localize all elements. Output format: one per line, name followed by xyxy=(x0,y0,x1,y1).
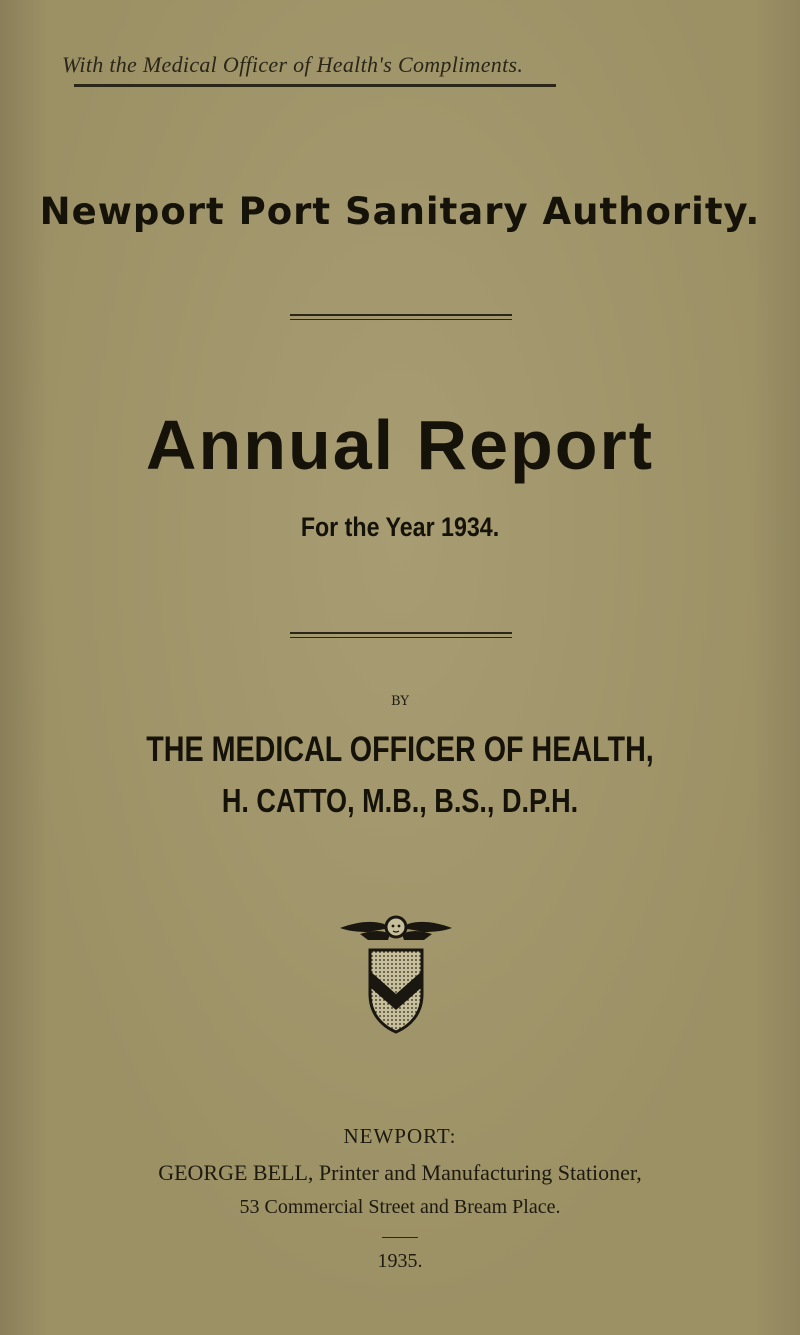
publisher-city: NEWPORT: xyxy=(343,1124,457,1148)
double-rule-top xyxy=(290,314,512,320)
publisher-address: 53 Commercial Street and Bream Place. xyxy=(239,1196,561,1218)
double-rule-middle xyxy=(290,632,512,638)
report-year: For the Year 1934. xyxy=(300,512,500,542)
short-divider xyxy=(382,1237,418,1238)
author-role: THE MEDICAL OFFICER OF HEALTH, xyxy=(146,730,654,769)
report-title: Annual Report xyxy=(145,406,655,484)
publication-year: 1935. xyxy=(377,1250,423,1272)
coat-of-arms-icon xyxy=(338,910,454,1036)
compliments-underline xyxy=(74,84,556,87)
by-label: BY xyxy=(391,694,409,709)
authority-title: Newport Port Sanitary Authority. xyxy=(39,190,761,233)
compliments-line: With the Medical Officer of Health's Compliments. xyxy=(62,52,524,77)
author-name: H. CATTO, M.B., B.S., D.P.H. xyxy=(221,782,579,819)
publisher-printer: GEORGE BELL, Printer and Manufacturing Stationer, xyxy=(158,1160,642,1185)
